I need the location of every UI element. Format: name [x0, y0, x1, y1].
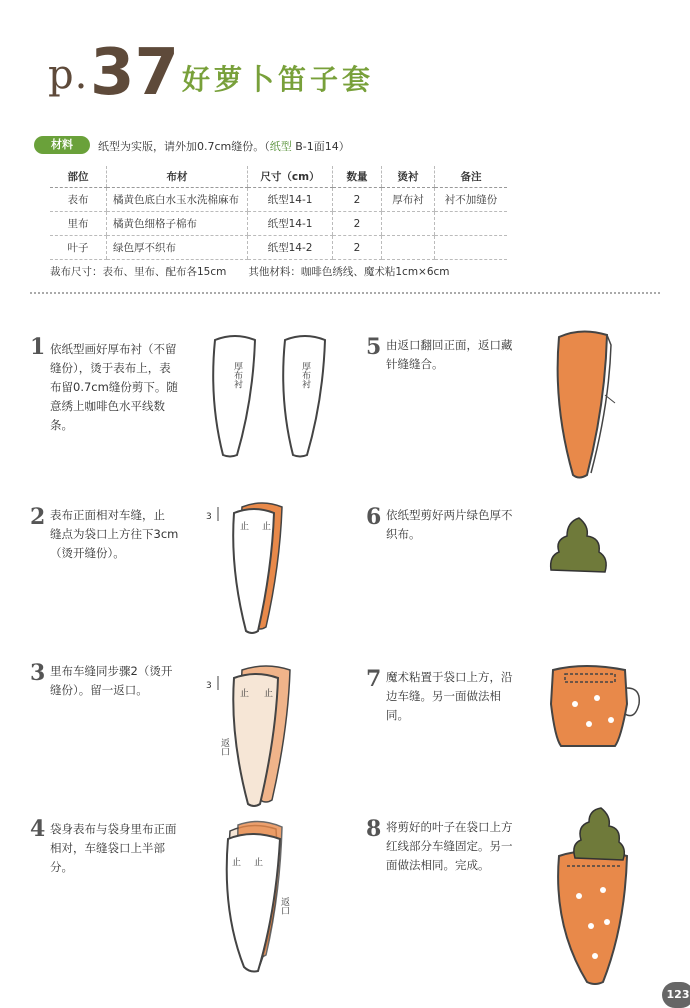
- table-cell: 里布: [50, 212, 107, 236]
- page-number-badge: 123: [662, 982, 690, 1008]
- page-number: 37: [90, 36, 180, 110]
- step2-illustration: [200, 495, 310, 635]
- bag-front: [227, 834, 280, 972]
- step1-illustration: [205, 330, 335, 465]
- materials-note-suffix: B-1面14）: [295, 140, 350, 153]
- table-cell: [435, 236, 508, 260]
- stop-label-right: 止: [262, 522, 272, 532]
- table-cell: 橘黄色细格子棉布: [107, 212, 248, 236]
- materials-note-highlight: 纸型: [269, 140, 292, 153]
- table-cell: 2: [333, 236, 382, 260]
- polka-dot: [608, 717, 614, 723]
- materials-note: [98, 138, 350, 154]
- stop-label-left: 止: [240, 689, 250, 699]
- step-text: 依纸型画好厚布衬（不留 缝份），烫于表布上，表 布留0.7cm缝份剪下。随 意绣上咖啡色水平线数 条。: [50, 342, 178, 432]
- table-cell: [382, 236, 435, 260]
- table-row: [50, 236, 507, 260]
- carrot-bag: [558, 331, 607, 477]
- table-cell: 叶子: [50, 236, 107, 260]
- table-cell: 纸型14-1: [248, 188, 333, 212]
- col-header: 尺寸（cm）: [248, 166, 333, 188]
- table-header-row: [50, 166, 507, 188]
- carrot-finished: [558, 851, 627, 984]
- step-number: 8: [366, 816, 382, 842]
- step-number: 7: [366, 666, 382, 692]
- polka-dot: [588, 923, 594, 929]
- step-number: 4: [30, 816, 46, 842]
- step-number: 3: [30, 660, 46, 686]
- measure-3cm: 3: [206, 681, 212, 691]
- opening-label: 返口: [219, 738, 229, 756]
- polka-dot: [594, 695, 600, 701]
- step-number: 1: [30, 334, 46, 360]
- interfacing-label-left: 厚布衬: [232, 361, 242, 389]
- cut-info: [50, 264, 450, 279]
- other-materials: 其他材料：咖啡色绣线、魔术粘1cm×6cm: [248, 266, 450, 278]
- table-cell: 纸型14-2: [248, 236, 333, 260]
- page-title: 好萝卜笛子套: [182, 63, 375, 96]
- step8-illustration: [545, 806, 645, 986]
- step7-illustration: [545, 658, 645, 753]
- table-row: [50, 188, 507, 212]
- col-header: 数量: [333, 166, 382, 188]
- interfacing-label-right: 厚布衬: [300, 361, 310, 389]
- step3-illustration: [200, 660, 310, 810]
- opening-label: 返口: [279, 897, 289, 915]
- table-cell: 2: [333, 188, 382, 212]
- table-cell: 表布: [50, 188, 107, 212]
- step-text: 将剪好的叶子在袋口上方 红线部分车缝固定。另一 面做法相同。完成。: [386, 820, 513, 872]
- step-number: 5: [366, 334, 382, 360]
- table-cell: 橘黄色底白水玉水洗棉麻布: [107, 188, 248, 212]
- step-text: 袋身表布与袋身里布正面 相对，车缝袋口上半部 分。: [50, 822, 177, 874]
- table-cell: 衬不加缝份: [435, 188, 508, 212]
- table-row: [50, 212, 507, 236]
- step-text: 魔术粘置于袋口上方，沿 边车缝。另一面做法相 同。: [386, 670, 513, 722]
- step-text: 里布车缝同步骤2（烫开 缝份）。留一返口。: [50, 664, 173, 697]
- step-text: 依纸型剪好两片绿色厚不 织布。: [386, 508, 513, 541]
- stop-label-right: 止: [264, 689, 274, 699]
- stop-label-left: 止: [232, 858, 242, 868]
- stop-label-left: 止: [240, 522, 250, 532]
- table-cell: 2: [333, 212, 382, 236]
- materials-note-prefix: 纸型为实版，请外加0.7cm缝份。（: [98, 140, 270, 153]
- table-cell: 纸型14-1: [248, 212, 333, 236]
- materials-badge: 材料: [34, 136, 90, 154]
- step-text: 表布正面相对车缝，止 缝点为袋口上方往下3cm （烫开缝份）。: [50, 508, 179, 560]
- table-cell: 厚布衬: [382, 188, 435, 212]
- cut-size: 裁布尺寸：表布、里布、配布各15cm: [50, 266, 227, 278]
- polka-dot: [572, 701, 578, 707]
- col-header: 备注: [435, 166, 508, 188]
- polka-dot: [592, 953, 598, 959]
- carrot-top-part: [551, 666, 627, 746]
- step-number: 6: [366, 504, 382, 530]
- step-number: 2: [30, 504, 46, 530]
- section-divider: [30, 292, 660, 294]
- col-header: 烫衬: [382, 166, 435, 188]
- leaf-attached: [574, 808, 624, 860]
- measure-3cm: 3: [206, 512, 212, 522]
- polka-dot: [600, 887, 606, 893]
- table-cell: [435, 212, 508, 236]
- col-header: 部位: [50, 166, 107, 188]
- step6-illustration: [545, 512, 615, 582]
- col-header: 布材: [107, 166, 248, 188]
- stop-label-right: 止: [254, 858, 264, 868]
- polka-dot: [586, 721, 592, 727]
- polka-dot: [604, 919, 610, 925]
- step5-illustration: [545, 325, 625, 485]
- page-prefix: p.: [48, 52, 89, 98]
- materials-table: [50, 166, 507, 260]
- table-cell: 绿色厚不织布: [107, 236, 248, 260]
- step-text: 由返口翻回正面，返口藏 针缝缝合。: [386, 338, 513, 371]
- interfacing-piece-left: [213, 336, 255, 457]
- leaf-piece: [551, 518, 606, 572]
- step4-illustration: [210, 815, 320, 975]
- table-cell: [382, 212, 435, 236]
- interfacing-piece-right: [283, 336, 325, 457]
- polka-dot: [576, 893, 582, 899]
